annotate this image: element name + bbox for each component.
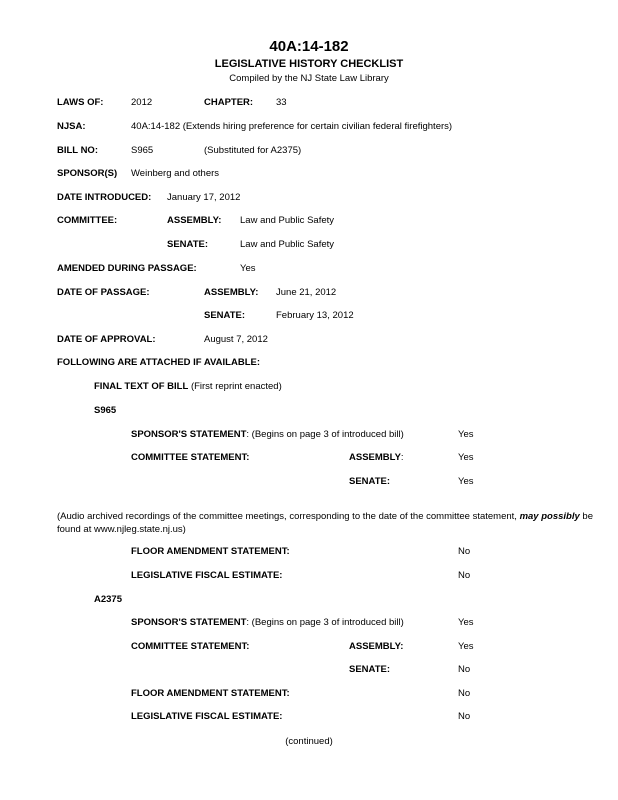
compiled-by: Compiled by the NJ State Law Library xyxy=(229,73,389,84)
a2375-label: A2375 xyxy=(94,594,122,605)
final-text-row xyxy=(94,381,282,392)
date-of-passage-label: DATE OF PASSAGE: xyxy=(57,287,150,298)
passage-assembly-value: June 21, 2012 xyxy=(276,287,337,298)
a2375-sponsor-statement-note: : (Begins on page 3 of introduced bill) xyxy=(246,617,404,628)
s965-assembly-label: ASSEMBLY xyxy=(349,452,401,463)
amended-value: Yes xyxy=(240,263,256,274)
audio-note-text: (Audio archived recordings of the committee meetings, corresponding to the date of the committee statement, xyxy=(57,511,520,522)
a2375-committee-statement-label: COMMITTEE STATEMENT: xyxy=(131,641,250,652)
a2375-sponsor-statement-value: Yes xyxy=(458,617,474,628)
audio-archive-note xyxy=(57,511,605,536)
statute-number: 40A:14-182 xyxy=(269,38,349,55)
page-title: LEGISLATIVE HISTORY CHECKLIST xyxy=(214,58,404,70)
s965-sponsor-statement xyxy=(131,429,404,440)
s965-assembly-value: Yes xyxy=(458,452,474,463)
a2375-assembly-label: ASSEMBLY: xyxy=(349,641,404,652)
a2375-assembly-value: Yes xyxy=(458,641,474,652)
bill-no-value: S965 xyxy=(131,145,154,156)
laws-of-label: LAWS OF: xyxy=(57,97,104,108)
committee-assembly-label: ASSEMBLY: xyxy=(167,215,222,226)
a2375-senate-label: SENATE: xyxy=(349,664,390,675)
final-text-label: FINAL TEXT OF BILL xyxy=(94,381,189,392)
bill-no-label: BILL NO: xyxy=(57,145,98,156)
date-of-approval-label: DATE OF APPROVAL: xyxy=(57,334,156,345)
a2375-sponsor-statement xyxy=(131,617,404,628)
amended-label: AMENDED DURING PASSAGE: xyxy=(57,263,197,274)
s965-floor-amendment-label: FLOOR AMENDMENT STATEMENT: xyxy=(131,546,290,557)
date-introduced-value: January 17, 2012 xyxy=(167,192,241,203)
a2375-senate-value: No xyxy=(458,664,471,675)
attached-heading: FOLLOWING ARE ATTACHED IF AVAILABLE: xyxy=(57,357,260,368)
a2375-sponsor-statement-label: SPONSOR'S STATEMENT xyxy=(131,617,247,628)
s965-sponsor-statement-note: : (Begins on page 3 of introduced bill) xyxy=(246,429,404,440)
s965-committee-statement-label: COMMITTEE STATEMENT: xyxy=(131,452,250,463)
committee-senate-label: SENATE: xyxy=(167,239,208,250)
s965-senate-value: Yes xyxy=(458,476,474,487)
s965-floor-amendment-value: No xyxy=(458,546,471,557)
chapter-value: 33 xyxy=(276,97,287,108)
s965-sponsor-statement-value: Yes xyxy=(458,429,474,440)
s965-label: S965 xyxy=(94,405,117,416)
committee-assembly-value: Law and Public Safety xyxy=(240,215,335,226)
s965-fiscal-estimate-label: LEGISLATIVE FISCAL ESTIMATE: xyxy=(131,570,283,581)
sponsors-label: SPONSOR(S) xyxy=(57,168,118,179)
date-of-approval-value: August 7, 2012 xyxy=(204,334,268,345)
audio-note-website: be found at www.njleg.state.nj.us) xyxy=(57,511,593,535)
s965-assembly-colon: : xyxy=(400,452,404,463)
s965-sponsor-statement-label: SPONSOR'S STATEMENT xyxy=(131,429,247,440)
njsa-label: NJSA: xyxy=(57,121,86,132)
date-introduced-label: DATE INTRODUCED: xyxy=(57,192,152,203)
passage-assembly-label: ASSEMBLY: xyxy=(204,287,259,298)
a2375-fiscal-estimate-value: No xyxy=(458,711,471,722)
s965-senate-label: SENATE: xyxy=(349,476,390,487)
chapter-label: CHAPTER: xyxy=(204,97,254,108)
s965-assembly xyxy=(349,452,404,463)
committee-senate-value: Law and Public Safety xyxy=(240,239,335,250)
a2375-floor-amendment-value: No xyxy=(458,688,471,699)
passage-senate-label: SENATE: xyxy=(204,310,245,321)
a2375-floor-amendment-label: FLOOR AMENDMENT STATEMENT: xyxy=(131,688,290,699)
a2375-fiscal-estimate-label: LEGISLATIVE FISCAL ESTIMATE: xyxy=(131,711,283,722)
continued-note: (continued) xyxy=(285,736,333,747)
final-text-note: (First reprint enacted) xyxy=(190,381,282,392)
s965-fiscal-estimate-value: No xyxy=(458,570,471,581)
committee-label: COMMITTEE: xyxy=(57,215,118,226)
passage-senate-value: February 13, 2012 xyxy=(276,310,354,321)
bill-substitution-note: (Substituted for A2375) xyxy=(204,145,302,156)
njsa-value: 40A:14-182 (Extends hiring preference for certain civilian federal firefighters) xyxy=(131,121,453,132)
audio-note-emphasis: may possibly xyxy=(519,511,580,522)
sponsors-value: Weinberg and others xyxy=(131,168,220,179)
laws-of-value: 2012 xyxy=(131,97,153,108)
